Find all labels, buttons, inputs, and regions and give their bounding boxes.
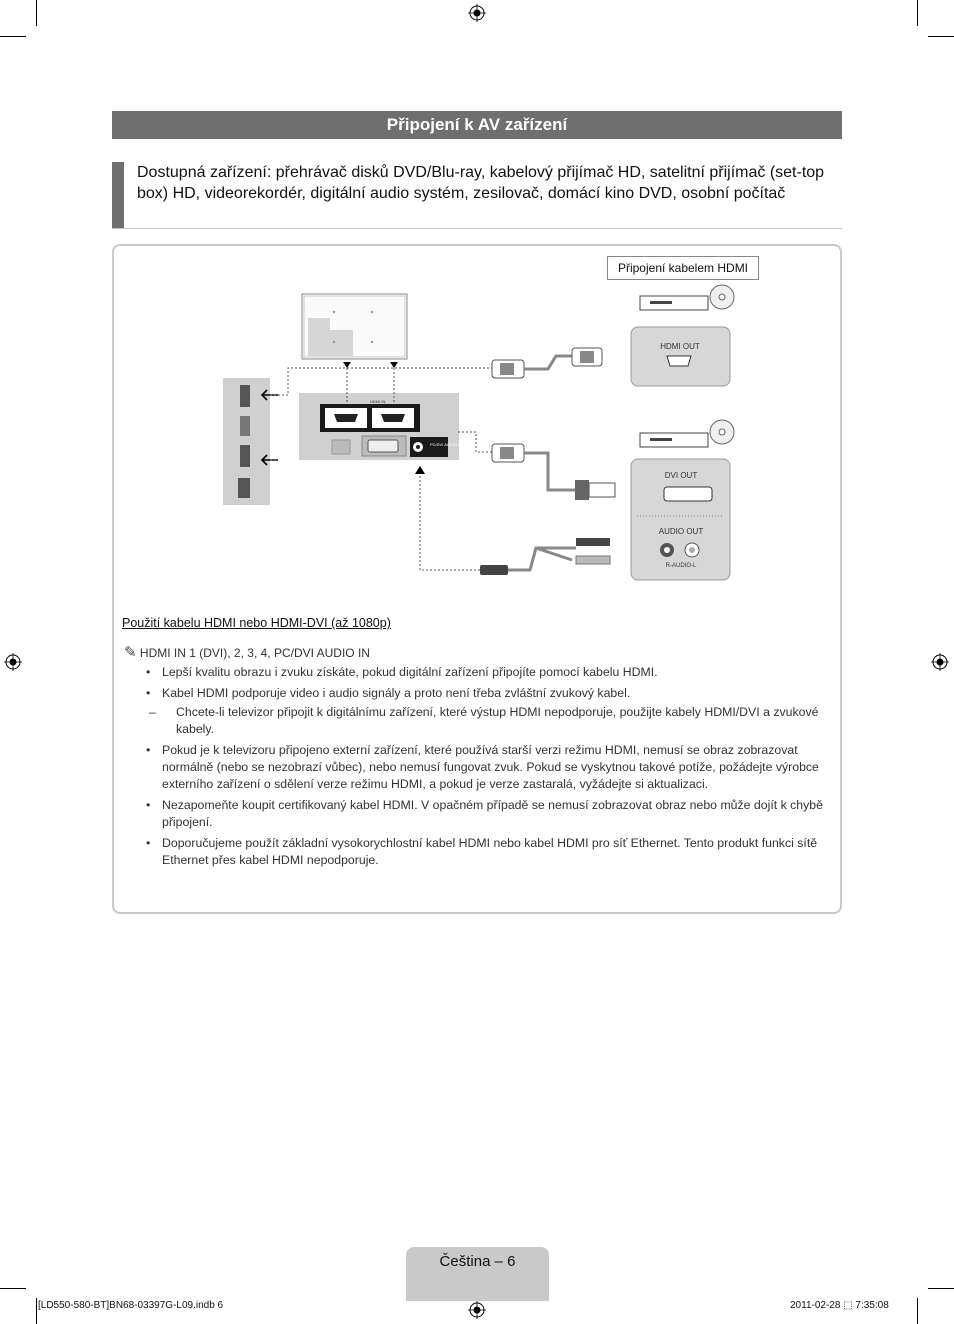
hdmi-dvi-cable-icon (492, 444, 615, 500)
page-title: Připojení k AV zařízení (112, 111, 842, 139)
tv-back-icon (302, 294, 407, 359)
pc-dvi-audio-in-label: PC/DVI AUDIO IN (430, 442, 463, 447)
tv-side-panel (223, 378, 278, 505)
list-subitem: – Chcete-li televizor připojit k digitálnímu zařízení, které výstup HDMI nepodporuje, použijte kabely HDMI/DVI a zvukové kabely. (149, 705, 819, 736)
footer-file-name: [LD550-580-BT]BN68-03397G-L09.indb 6 (38, 1300, 224, 1311)
bullet-list (146, 664, 828, 873)
crop-mark (928, 1288, 954, 1289)
crop-mark (36, 1298, 37, 1324)
note-line (124, 643, 370, 661)
player-device-icon (640, 285, 734, 310)
crop-mark (917, 1298, 918, 1324)
list-item: • Kabel HDMI podporuje video i audio signály a proto není třeba zvláštní zvukový kabel. (146, 686, 631, 700)
intro-text: Dostupná zařízení: přehrávač disků DVD/Blu-ray, kabelový přijímač HD, satelitní přijímač (set-top box) HD, videorekordér, digitální audio systém, zesilovač, domácí kino DVD, osobní počítač (137, 164, 825, 202)
crop-mark (36, 0, 37, 26)
page-number-tab: Čeština – 6 (406, 1247, 549, 1301)
registration-mark-icon (931, 653, 949, 671)
hdmi-connection-label: Připojení kabelem HDMI (607, 256, 759, 280)
audio-out-label: AUDIO OUT (658, 527, 704, 536)
footer-datetime: 2011-02-28 ⬚ 7:35:08 (790, 1300, 889, 1311)
registration-mark-icon (468, 1301, 486, 1319)
registration-mark-icon (4, 653, 22, 671)
list-item: • Lepší kvalitu obrazu i zvuku získáte, pokud digitální zařízení připojíte pomocí kabelu HDMI. (146, 665, 658, 679)
note-pencil-icon: ✎ (124, 644, 137, 661)
player-device-icon (640, 420, 734, 447)
hdmi-out-panel (631, 327, 730, 386)
intro-block (112, 162, 842, 229)
crop-mark (0, 1288, 26, 1289)
section-title: Použití kabelu HDMI nebo HDMI-DVI (až 1080p) (122, 616, 391, 630)
audio-cable-icon (480, 538, 610, 575)
list-item: • Doporučujeme použít základní vysokorychlostní kabel HDMI nebo kabel HDMI pro síť Ethernet. Tento produkt funkci sítě Ethernet přes kabel HDMI nepodporuje. (146, 836, 818, 867)
intro-accent-bar (112, 162, 124, 228)
hdmi-in-label: HDMI IN (370, 399, 386, 404)
crop-mark (917, 0, 918, 26)
list-item: • Pokud je k televizoru připojeno externí zařízení, které používá starší verzi režimu HDMI, nemusí se obraz zobrazovat normálně (nebo se nezobrazí vůbec), nebo nemusí fungovat zvuk. Pokud se vyskytnou takové potíže, požádejte výrobce externího zařízení o sdělení verze režimu HDMI, a pokud je verze zastaralá, vyžádejte si aktualizaci. (146, 743, 819, 791)
hdmi-out-label: HDMI OUT (660, 342, 700, 351)
hdmi-cable-icon (492, 348, 602, 378)
registration-mark-icon (468, 4, 486, 22)
list-item: • Nezapomeňte koupit certifikovaný kabel HDMI. V opačném případě se nemusí zobrazovat obraz nebo může dojít k chybě připojení. (146, 798, 823, 829)
dvi-out-label: DVI OUT (664, 471, 698, 480)
crop-mark (928, 36, 954, 37)
connection-diagram (210, 280, 750, 590)
note-text: HDMI IN 1 (DVI), 2, 3, 4, PC/DVI AUDIO IN (139, 646, 370, 660)
r-audio-l-label: R-AUDIO-L (665, 563, 697, 569)
crop-mark (0, 36, 26, 37)
